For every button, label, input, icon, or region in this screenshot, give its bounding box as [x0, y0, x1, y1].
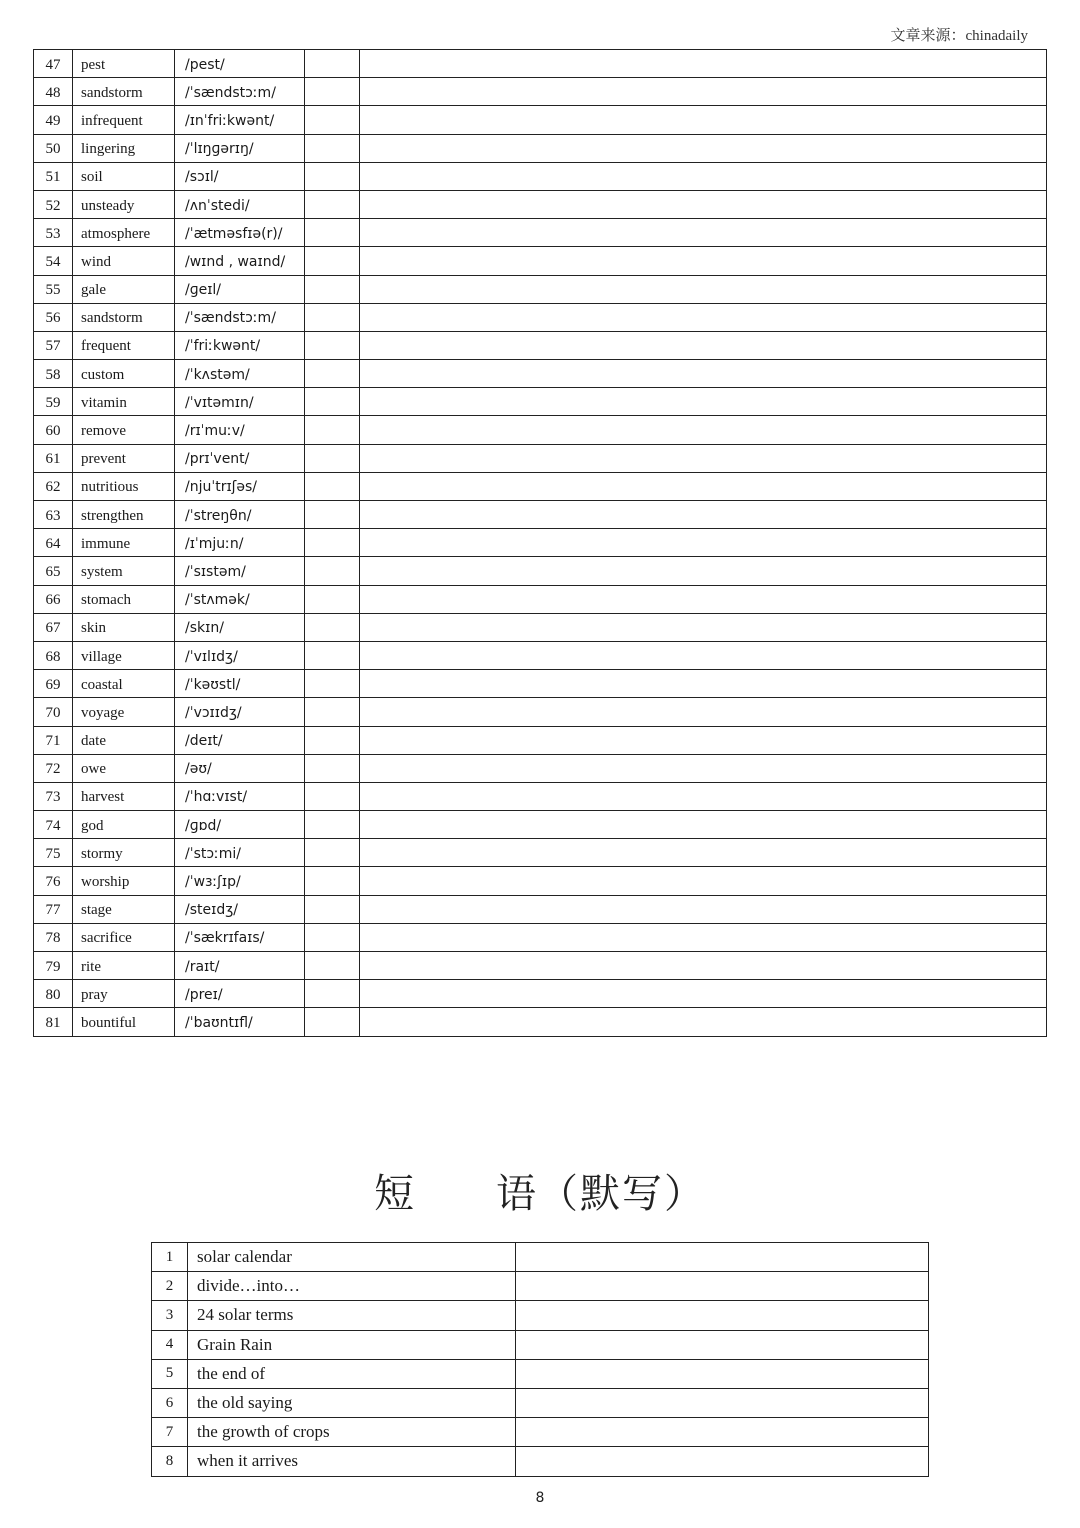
- vocab-row: [34, 557, 1047, 585]
- phrase-blank[interactable]: [516, 1388, 929, 1417]
- vocab-word: pray: [73, 980, 175, 1008]
- vocab-blank-short[interactable]: [305, 303, 360, 331]
- vocab-blank-short[interactable]: [305, 670, 360, 698]
- vocab-blank-long[interactable]: [360, 78, 1047, 106]
- vocab-blank-long[interactable]: [360, 472, 1047, 500]
- vocab-phonetic: /ˈætməsfɪə(r)/: [175, 219, 305, 247]
- vocab-word: sandstorm: [73, 303, 175, 331]
- phrase-row: [152, 1330, 929, 1359]
- vocab-row: [34, 670, 1047, 698]
- vocab-blank-long[interactable]: [360, 50, 1047, 78]
- vocab-word: prevent: [73, 444, 175, 472]
- vocab-number: 55: [34, 275, 73, 303]
- vocab-blank-long[interactable]: [360, 388, 1047, 416]
- vocab-blank-long[interactable]: [360, 923, 1047, 951]
- vocab-number: 79: [34, 952, 73, 980]
- vocab-blank-short[interactable]: [305, 529, 360, 557]
- vocab-word: coastal: [73, 670, 175, 698]
- phrase-table: [151, 1242, 929, 1477]
- vocab-blank-short[interactable]: [305, 613, 360, 641]
- vocab-phonetic: /ˈsɪstəm/: [175, 557, 305, 585]
- vocab-number: 76: [34, 867, 73, 895]
- vocab-number: 68: [34, 641, 73, 669]
- phrase-blank[interactable]: [516, 1272, 929, 1301]
- vocab-phonetic: /skɪn/: [175, 613, 305, 641]
- phrase-row: [152, 1359, 929, 1388]
- vocab-blank-short[interactable]: [305, 444, 360, 472]
- vocab-row: [34, 219, 1047, 247]
- vocab-row: [34, 867, 1047, 895]
- vocab-phonetic: /ˈwɜːʃɪp/: [175, 867, 305, 895]
- vocab-blank-short[interactable]: [305, 1008, 360, 1036]
- vocab-blank-short[interactable]: [305, 190, 360, 218]
- vocab-word: system: [73, 557, 175, 585]
- vocab-blank-long[interactable]: [360, 980, 1047, 1008]
- vocab-row: [34, 388, 1047, 416]
- vocab-phonetic: /wɪnd , waɪnd/: [175, 247, 305, 275]
- vocab-blank-long[interactable]: [360, 867, 1047, 895]
- vocab-blank-long[interactable]: [360, 782, 1047, 810]
- vocab-number: 53: [34, 219, 73, 247]
- vocab-row: [34, 726, 1047, 754]
- vocab-number: 56: [34, 303, 73, 331]
- vocab-number: 73: [34, 782, 73, 810]
- phrase-blank[interactable]: [516, 1243, 929, 1272]
- vocab-blank-long[interactable]: [360, 501, 1047, 529]
- vocab-blank-long[interactable]: [360, 698, 1047, 726]
- vocab-blank-long[interactable]: [360, 952, 1047, 980]
- vocab-word: bountiful: [73, 1008, 175, 1036]
- vocab-blank-long[interactable]: [360, 134, 1047, 162]
- vocab-row: [34, 811, 1047, 839]
- vocab-blank-short[interactable]: [305, 134, 360, 162]
- vocab-phonetic: /ɡɒd/: [175, 811, 305, 839]
- vocab-word: harvest: [73, 782, 175, 810]
- vocab-row: [34, 613, 1047, 641]
- vocab-blank-short[interactable]: [305, 50, 360, 78]
- vocab-number: 69: [34, 670, 73, 698]
- vocab-phonetic: /ˈstreŋθn/: [175, 501, 305, 529]
- vocab-phonetic: /sɔɪl/: [175, 162, 305, 190]
- vocab-row: [34, 134, 1047, 162]
- vocab-phonetic: /ɡeɪl/: [175, 275, 305, 303]
- vocab-blank-long[interactable]: [360, 641, 1047, 669]
- vocab-word: god: [73, 811, 175, 839]
- vocab-number: 81: [34, 1008, 73, 1036]
- vocab-blank-long[interactable]: [360, 106, 1047, 134]
- vocab-number: 62: [34, 472, 73, 500]
- vocab-word: pest: [73, 50, 175, 78]
- vocab-word: gale: [73, 275, 175, 303]
- vocab-row: [34, 106, 1047, 134]
- page-number: 8: [535, 1490, 545, 1506]
- vocab-phonetic: /ˈvɔɪɪdʒ/: [175, 698, 305, 726]
- vocab-row: [34, 839, 1047, 867]
- vocab-blank-long[interactable]: [360, 275, 1047, 303]
- vocab-word: sacrifice: [73, 923, 175, 951]
- vocab-word: stormy: [73, 839, 175, 867]
- vocab-blank-long[interactable]: [360, 529, 1047, 557]
- vocab-word: sandstorm: [73, 78, 175, 106]
- phrase-row: [152, 1388, 929, 1417]
- vocab-word: immune: [73, 529, 175, 557]
- vocab-phonetic: /ˈkʌstəm/: [175, 360, 305, 388]
- vocab-row: [34, 190, 1047, 218]
- phrase-row: [152, 1272, 929, 1301]
- vocab-blank-long[interactable]: [360, 585, 1047, 613]
- vocab-row: [34, 501, 1047, 529]
- vocab-blank-long[interactable]: [360, 416, 1047, 444]
- section-title-part1: 短: [374, 1171, 416, 1217]
- vocab-blank-long[interactable]: [360, 726, 1047, 754]
- vocab-phonetic: /əʊ/: [175, 754, 305, 782]
- vocab-row: [34, 923, 1047, 951]
- vocab-blank-long[interactable]: [360, 754, 1047, 782]
- vocab-number: 52: [34, 190, 73, 218]
- phrase-blank[interactable]: [516, 1301, 929, 1330]
- vocab-row: [34, 247, 1047, 275]
- phrase-blank[interactable]: [516, 1418, 929, 1447]
- vocab-phonetic: /ʌnˈstedi/: [175, 190, 305, 218]
- vocab-number: 71: [34, 726, 73, 754]
- vocab-word: date: [73, 726, 175, 754]
- phrase-blank[interactable]: [516, 1330, 929, 1359]
- vocab-row: [34, 980, 1047, 1008]
- vocab-word: frequent: [73, 331, 175, 359]
- vocab-phonetic: /ˈfriːkwənt/: [175, 331, 305, 359]
- vocab-blank-short[interactable]: [305, 472, 360, 500]
- vocab-row: [34, 754, 1047, 782]
- vocab-row: [34, 782, 1047, 810]
- vocab-word: village: [73, 641, 175, 669]
- vocab-word: rite: [73, 952, 175, 980]
- vocab-blank-short[interactable]: [305, 78, 360, 106]
- phrase-number: 2: [152, 1272, 188, 1301]
- vocab-phonetic: /raɪt/: [175, 952, 305, 980]
- phrase-text: divide…into…: [188, 1272, 516, 1301]
- vocab-row: [34, 952, 1047, 980]
- vocab-number: 57: [34, 331, 73, 359]
- vocab-blank-long[interactable]: [360, 811, 1047, 839]
- vocab-row: [34, 78, 1047, 106]
- vocab-number: 59: [34, 388, 73, 416]
- vocab-blank-long[interactable]: [360, 303, 1047, 331]
- vocab-number: 51: [34, 162, 73, 190]
- vocab-word: soil: [73, 162, 175, 190]
- vocab-number: 60: [34, 416, 73, 444]
- vocab-word: worship: [73, 867, 175, 895]
- phrase-number: 4: [152, 1330, 188, 1359]
- phrase-row: [152, 1301, 929, 1330]
- vocab-word: lingering: [73, 134, 175, 162]
- vocab-word: vitamin: [73, 388, 175, 416]
- vocab-row: [34, 1008, 1047, 1036]
- vocab-word: voyage: [73, 698, 175, 726]
- vocab-blank-short[interactable]: [305, 698, 360, 726]
- vocab-word: unsteady: [73, 190, 175, 218]
- vocab-row: [34, 472, 1047, 500]
- vocab-word: stage: [73, 895, 175, 923]
- vocab-phonetic: /ˈvɪlɪdʒ/: [175, 641, 305, 669]
- phrase-row: [152, 1243, 929, 1272]
- phrase-text: the end of: [188, 1359, 516, 1388]
- vocab-blank-short[interactable]: [305, 219, 360, 247]
- vocab-row: [34, 529, 1047, 557]
- vocab-phonetic: /ɪˈmjuːn/: [175, 529, 305, 557]
- vocab-word: nutritious: [73, 472, 175, 500]
- vocab-word: atmosphere: [73, 219, 175, 247]
- vocab-blank-short[interactable]: [305, 641, 360, 669]
- vocab-blank-short[interactable]: [305, 275, 360, 303]
- vocab-row: [34, 416, 1047, 444]
- vocab-blank-short[interactable]: [305, 388, 360, 416]
- vocab-blank-short[interactable]: [305, 952, 360, 980]
- vocab-row: [34, 331, 1047, 359]
- vocab-row: [34, 444, 1047, 472]
- vocab-phonetic: /ˈvɪtəmɪn/: [175, 388, 305, 416]
- section-title-part2: 语（默写）: [496, 1171, 706, 1217]
- vocab-blank-short[interactable]: [305, 811, 360, 839]
- vocab-number: 49: [34, 106, 73, 134]
- vocab-blank-long[interactable]: [360, 190, 1047, 218]
- vocab-number: 74: [34, 811, 73, 839]
- vocab-number: 63: [34, 501, 73, 529]
- vocab-phonetic: /deɪt/: [175, 726, 305, 754]
- vocab-number: 65: [34, 557, 73, 585]
- vocabulary-table: [33, 49, 1047, 1037]
- vocab-number: 67: [34, 613, 73, 641]
- vocab-number: 80: [34, 980, 73, 1008]
- vocab-word: strengthen: [73, 501, 175, 529]
- vocab-phonetic: /ˈstɔːmi/: [175, 839, 305, 867]
- phrase-text: solar calendar: [188, 1243, 516, 1272]
- vocab-phonetic: /rɪˈmuːv/: [175, 416, 305, 444]
- vocab-phonetic: /ˈsændstɔːm/: [175, 303, 305, 331]
- vocab-number: 75: [34, 839, 73, 867]
- phrase-number: 8: [152, 1447, 188, 1476]
- vocab-word: infrequent: [73, 106, 175, 134]
- vocab-number: 48: [34, 78, 73, 106]
- vocab-word: wind: [73, 247, 175, 275]
- vocab-blank-short[interactable]: [305, 839, 360, 867]
- vocab-word: skin: [73, 613, 175, 641]
- vocab-phonetic: /prɪˈvent/: [175, 444, 305, 472]
- vocab-phonetic: /ˈbaʊntɪfl/: [175, 1008, 305, 1036]
- vocab-row: [34, 895, 1047, 923]
- vocab-blank-short[interactable]: [305, 331, 360, 359]
- phrase-text: 24 solar terms: [188, 1301, 516, 1330]
- vocab-row: [34, 303, 1047, 331]
- vocab-blank-short[interactable]: [305, 754, 360, 782]
- vocab-blank-short[interactable]: [305, 726, 360, 754]
- vocab-blank-short[interactable]: [305, 867, 360, 895]
- vocab-blank-long[interactable]: [360, 1008, 1047, 1036]
- vocab-phonetic: /steɪdʒ/: [175, 895, 305, 923]
- vocab-number: 50: [34, 134, 73, 162]
- vocab-blank-short[interactable]: [305, 980, 360, 1008]
- vocab-row: [34, 360, 1047, 388]
- phrase-number: 7: [152, 1418, 188, 1447]
- vocab-word: stomach: [73, 585, 175, 613]
- vocab-blank-long[interactable]: [360, 895, 1047, 923]
- phrase-number: 5: [152, 1359, 188, 1388]
- vocab-phonetic: /ɪnˈfriːkwənt/: [175, 106, 305, 134]
- vocab-blank-short[interactable]: [305, 585, 360, 613]
- vocab-number: 77: [34, 895, 73, 923]
- vocab-row: [34, 275, 1047, 303]
- source-note: 文章来源：chinadaily: [890, 28, 1028, 44]
- vocab-blank-short[interactable]: [305, 895, 360, 923]
- vocab-blank-short[interactable]: [305, 162, 360, 190]
- phrase-text: when it arrives: [188, 1447, 516, 1476]
- phrase-number: 3: [152, 1301, 188, 1330]
- phrase-number: 1: [152, 1243, 188, 1272]
- vocab-number: 58: [34, 360, 73, 388]
- vocab-phonetic: /ˈsækrɪfaɪs/: [175, 923, 305, 951]
- vocab-blank-long[interactable]: [360, 839, 1047, 867]
- vocab-blank-short[interactable]: [305, 106, 360, 134]
- vocab-phonetic: /ˈkəʊstl/: [175, 670, 305, 698]
- vocab-number: 61: [34, 444, 73, 472]
- vocab-phonetic: /ˈlɪŋɡərɪŋ/: [175, 134, 305, 162]
- vocab-blank-long[interactable]: [360, 331, 1047, 359]
- vocab-number: 66: [34, 585, 73, 613]
- phrase-row: [152, 1447, 929, 1476]
- vocab-word: remove: [73, 416, 175, 444]
- vocab-number: 72: [34, 754, 73, 782]
- vocab-row: [34, 50, 1047, 78]
- phrase-blank[interactable]: [516, 1359, 929, 1388]
- vocab-blank-long[interactable]: [360, 670, 1047, 698]
- phrase-number: 6: [152, 1388, 188, 1417]
- vocab-phonetic: /ˈsændstɔːm/: [175, 78, 305, 106]
- vocab-phonetic: /ˈstʌmək/: [175, 585, 305, 613]
- vocab-blank-long[interactable]: [360, 360, 1047, 388]
- vocab-phonetic: /preɪ/: [175, 980, 305, 1008]
- vocab-number: 47: [34, 50, 73, 78]
- vocab-blank-long[interactable]: [360, 162, 1047, 190]
- vocab-blank-short[interactable]: [305, 416, 360, 444]
- vocab-blank-short[interactable]: [305, 782, 360, 810]
- vocab-blank-short[interactable]: [305, 247, 360, 275]
- vocab-phonetic: /njuˈtrɪʃəs/: [175, 472, 305, 500]
- vocab-word: custom: [73, 360, 175, 388]
- phrase-blank[interactable]: [516, 1447, 929, 1476]
- vocab-number: 64: [34, 529, 73, 557]
- phrase-text: Grain Rain: [188, 1330, 516, 1359]
- vocab-blank-long[interactable]: [360, 219, 1047, 247]
- vocab-row: [34, 641, 1047, 669]
- vocab-number: 54: [34, 247, 73, 275]
- vocab-phonetic: /ˈhɑːvɪst/: [175, 782, 305, 810]
- vocab-row: [34, 585, 1047, 613]
- vocab-blank-long[interactable]: [360, 613, 1047, 641]
- section-title: [0, 1162, 1080, 1219]
- vocab-blank-long[interactable]: [360, 444, 1047, 472]
- phrase-row: [152, 1418, 929, 1447]
- vocab-word: owe: [73, 754, 175, 782]
- phrase-text: the growth of crops: [188, 1418, 516, 1447]
- phrase-text: the old saying: [188, 1388, 516, 1417]
- vocab-row: [34, 698, 1047, 726]
- vocab-phonetic: /pest/: [175, 50, 305, 78]
- vocab-blank-long[interactable]: [360, 557, 1047, 585]
- vocab-number: 70: [34, 698, 73, 726]
- vocab-row: [34, 162, 1047, 190]
- vocab-blank-short[interactable]: [305, 557, 360, 585]
- vocab-blank-short[interactable]: [305, 501, 360, 529]
- vocab-number: 78: [34, 923, 73, 951]
- vocab-blank-short[interactable]: [305, 360, 360, 388]
- vocab-blank-short[interactable]: [305, 923, 360, 951]
- vocab-blank-long[interactable]: [360, 247, 1047, 275]
